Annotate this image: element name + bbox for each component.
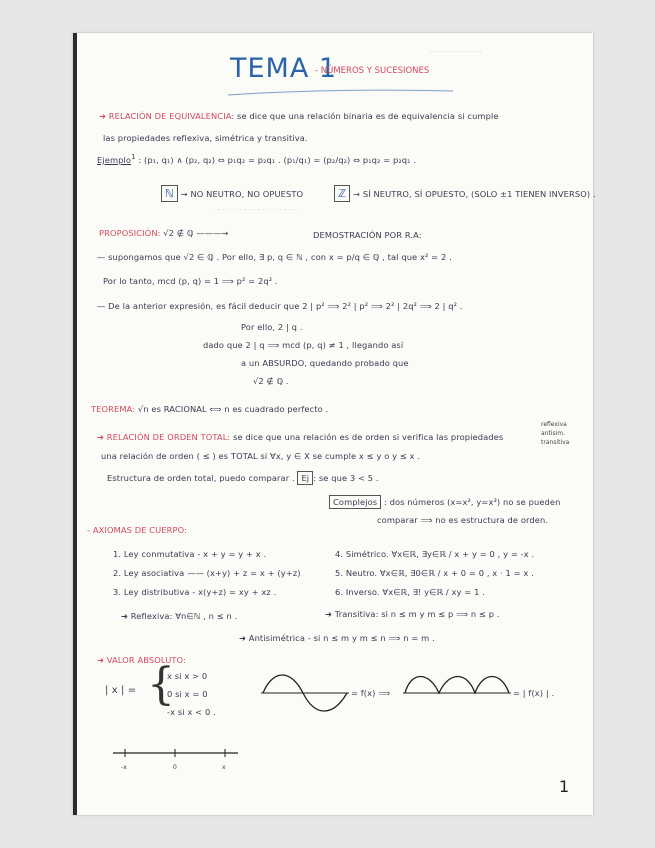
absolute-sine-graph [403,667,523,717]
proposition-heading: PROPOSICIÓN: [99,228,161,238]
absolute-value-heading: ➜ VALOR ABSOLUTO: [97,655,186,665]
order-example-text: : se que 3 < 5 . [313,473,379,483]
total-order-line-1: se dice que una relación es de orden si verifica las propiedades [233,432,504,442]
case-positive: x si x > 0 [167,671,208,681]
axis-label-neg-x: -x [121,764,127,771]
theorem-heading: TEOREMA: [91,404,136,414]
total-order-heading: ➜ RELACIÓN DE ORDEN TOTAL: [97,432,231,442]
theorem-statement: √n es RACIONAL ⟺ n es cuadrado perfecto . [137,404,329,414]
integer-set-symbol: ℤ [334,185,350,202]
example-sup: 1 [131,153,136,161]
order-example-label: Ej [297,471,313,485]
transitive-property: ➜ Transitiva: si n ≤ m y m ≤ p ⟹ n ≤ p . [325,609,500,619]
bleed-through-text: · · · · · · · · · · · · · · · · · · · · [213,206,300,214]
complex-text-2: comparar ⟹ no es estructura de orden. [377,515,549,525]
case-zero: 0 si x = 0 [167,689,208,699]
number-line [113,745,253,765]
page-title: TEMA 1 [230,53,338,84]
notebook-page [73,33,596,815]
order-properties-margin-note: reflexiva antisim. transitiva [541,421,570,446]
equivalence-line-2: las propiedades reflexiva, simétrica y transitiva. [103,133,308,143]
page-subtitle: - NÚMEROS Y SUCESIONES [315,66,430,76]
axiom-1: 1. Ley conmutativa - x + y = y + x . [113,549,267,559]
complex-label: Complejos [329,495,381,509]
sine-wave-graph [261,673,361,723]
proof-line-2: Por lo tanto, mcd (p, q) = 1 ⟹ p² = 2q² . [103,276,278,286]
proof-line-4: Por ello, 2 | q . [241,322,303,332]
graph2-label: = | f(x) | . [513,688,555,698]
integer-set-note: → SÍ NEUTRO, SÍ OPUESTO, (SOLO ±1 TIENEN INVERSO) . [353,189,596,199]
proof-line-3: — De la anterior expresión, es fácil deducir que 2 | p² ⟹ 2² | p² ⟹ 2² | 2q² ⟹ 2 | q² . [97,301,463,311]
case-negative: -x si x < 0 . [167,707,216,717]
title-underline [73,33,593,93]
axiom-6: 6. Inverso. ∀x∈ℝ, ∃! y∈ℝ / xy = 1 . [335,587,485,597]
equivalence-heading: ➜ RELACIÓN DE EQUIVALENCIA: [99,111,235,121]
proof-conclusion: √2 ∉ ℚ . [253,376,289,386]
proof-label: DEMOSTRACIÓN POR R.A: [313,230,422,240]
axioms-heading: - AXIOMAS DE CUERPO: [87,525,188,535]
proof-line-5: dado que 2 | q ⟹ mcd (p, q) ≠ 1 , llegando así [203,340,404,350]
total-order-line-2: una relación de orden ( ≤ ) es TOTAL si ∀x, y ∈ X se cumple x ≤ y o y ≤ x . [101,451,421,461]
axiom-4: 4. Simétrico. ∀x∈ℝ, ∃y∈ℝ / x + y = 0 , y = -x . [335,549,535,559]
total-order-line-3: Estructura de orden total, puedo comparar . [107,473,295,483]
cases-brace: { [147,659,175,710]
axiom-5: 5. Neutro. ∀x∈ℝ, ∃0∈ℝ / x + 0 = 0 , x · 1 = x . [335,568,534,578]
complex-text: : dos números (x=x², y=x³) no se pueden [383,497,561,507]
example-expression: : (p₁, q₁) ∧ (p₂, q₂) ⇔ p₁q₂ = p₂q₁ . (p₁/q₁) = (p₂/q₂) ⇔ p₁q₂ = p₂q₁ . [138,154,417,165]
axiom-2: 2. Ley asociativa —— (x+y) + z = x + (y+z) [113,568,301,578]
axiom-3: 3. Ley distributiva - x(y+z) = xy + xz . [113,587,277,597]
proposition-statement: √2 ∉ ℚ ———→ [163,228,229,238]
antisymmetric-property: ➜ Antisimétrica - si n ≤ m y m ≤ n ⟹ n = m . [239,633,435,643]
axis-label-x: x [222,764,226,771]
absolute-value-lhs: | x | = [105,685,137,696]
axis-label-zero: 0 [173,764,177,771]
proof-line-1: — supongamos que √2 ∈ ℚ . Por ello, ∃ p, q ∈ ℕ , con x = p/q ∈ ℚ , tal que x² = 2 . [97,252,452,262]
example-label: Ejemplo [97,154,132,165]
page-number: 1 [559,777,570,796]
faint-corner-note: · · · · · · · · · · · · · · [430,49,482,56]
reflexive-property: ➜ Reflexiva: ∀n∈ℕ , n ≤ n . [121,611,238,621]
proof-line-6: a un ABSURDO, quedando probado que [241,358,409,368]
natural-set-symbol: ℕ [161,185,178,202]
natural-set-note: → NO NEUTRO, NO OPUESTO [180,189,304,199]
equivalence-line-1: se dice que una relación binaria es de equivalencia si cumple [237,111,499,121]
graph1-label: = f(x) ⟹ [351,688,391,698]
